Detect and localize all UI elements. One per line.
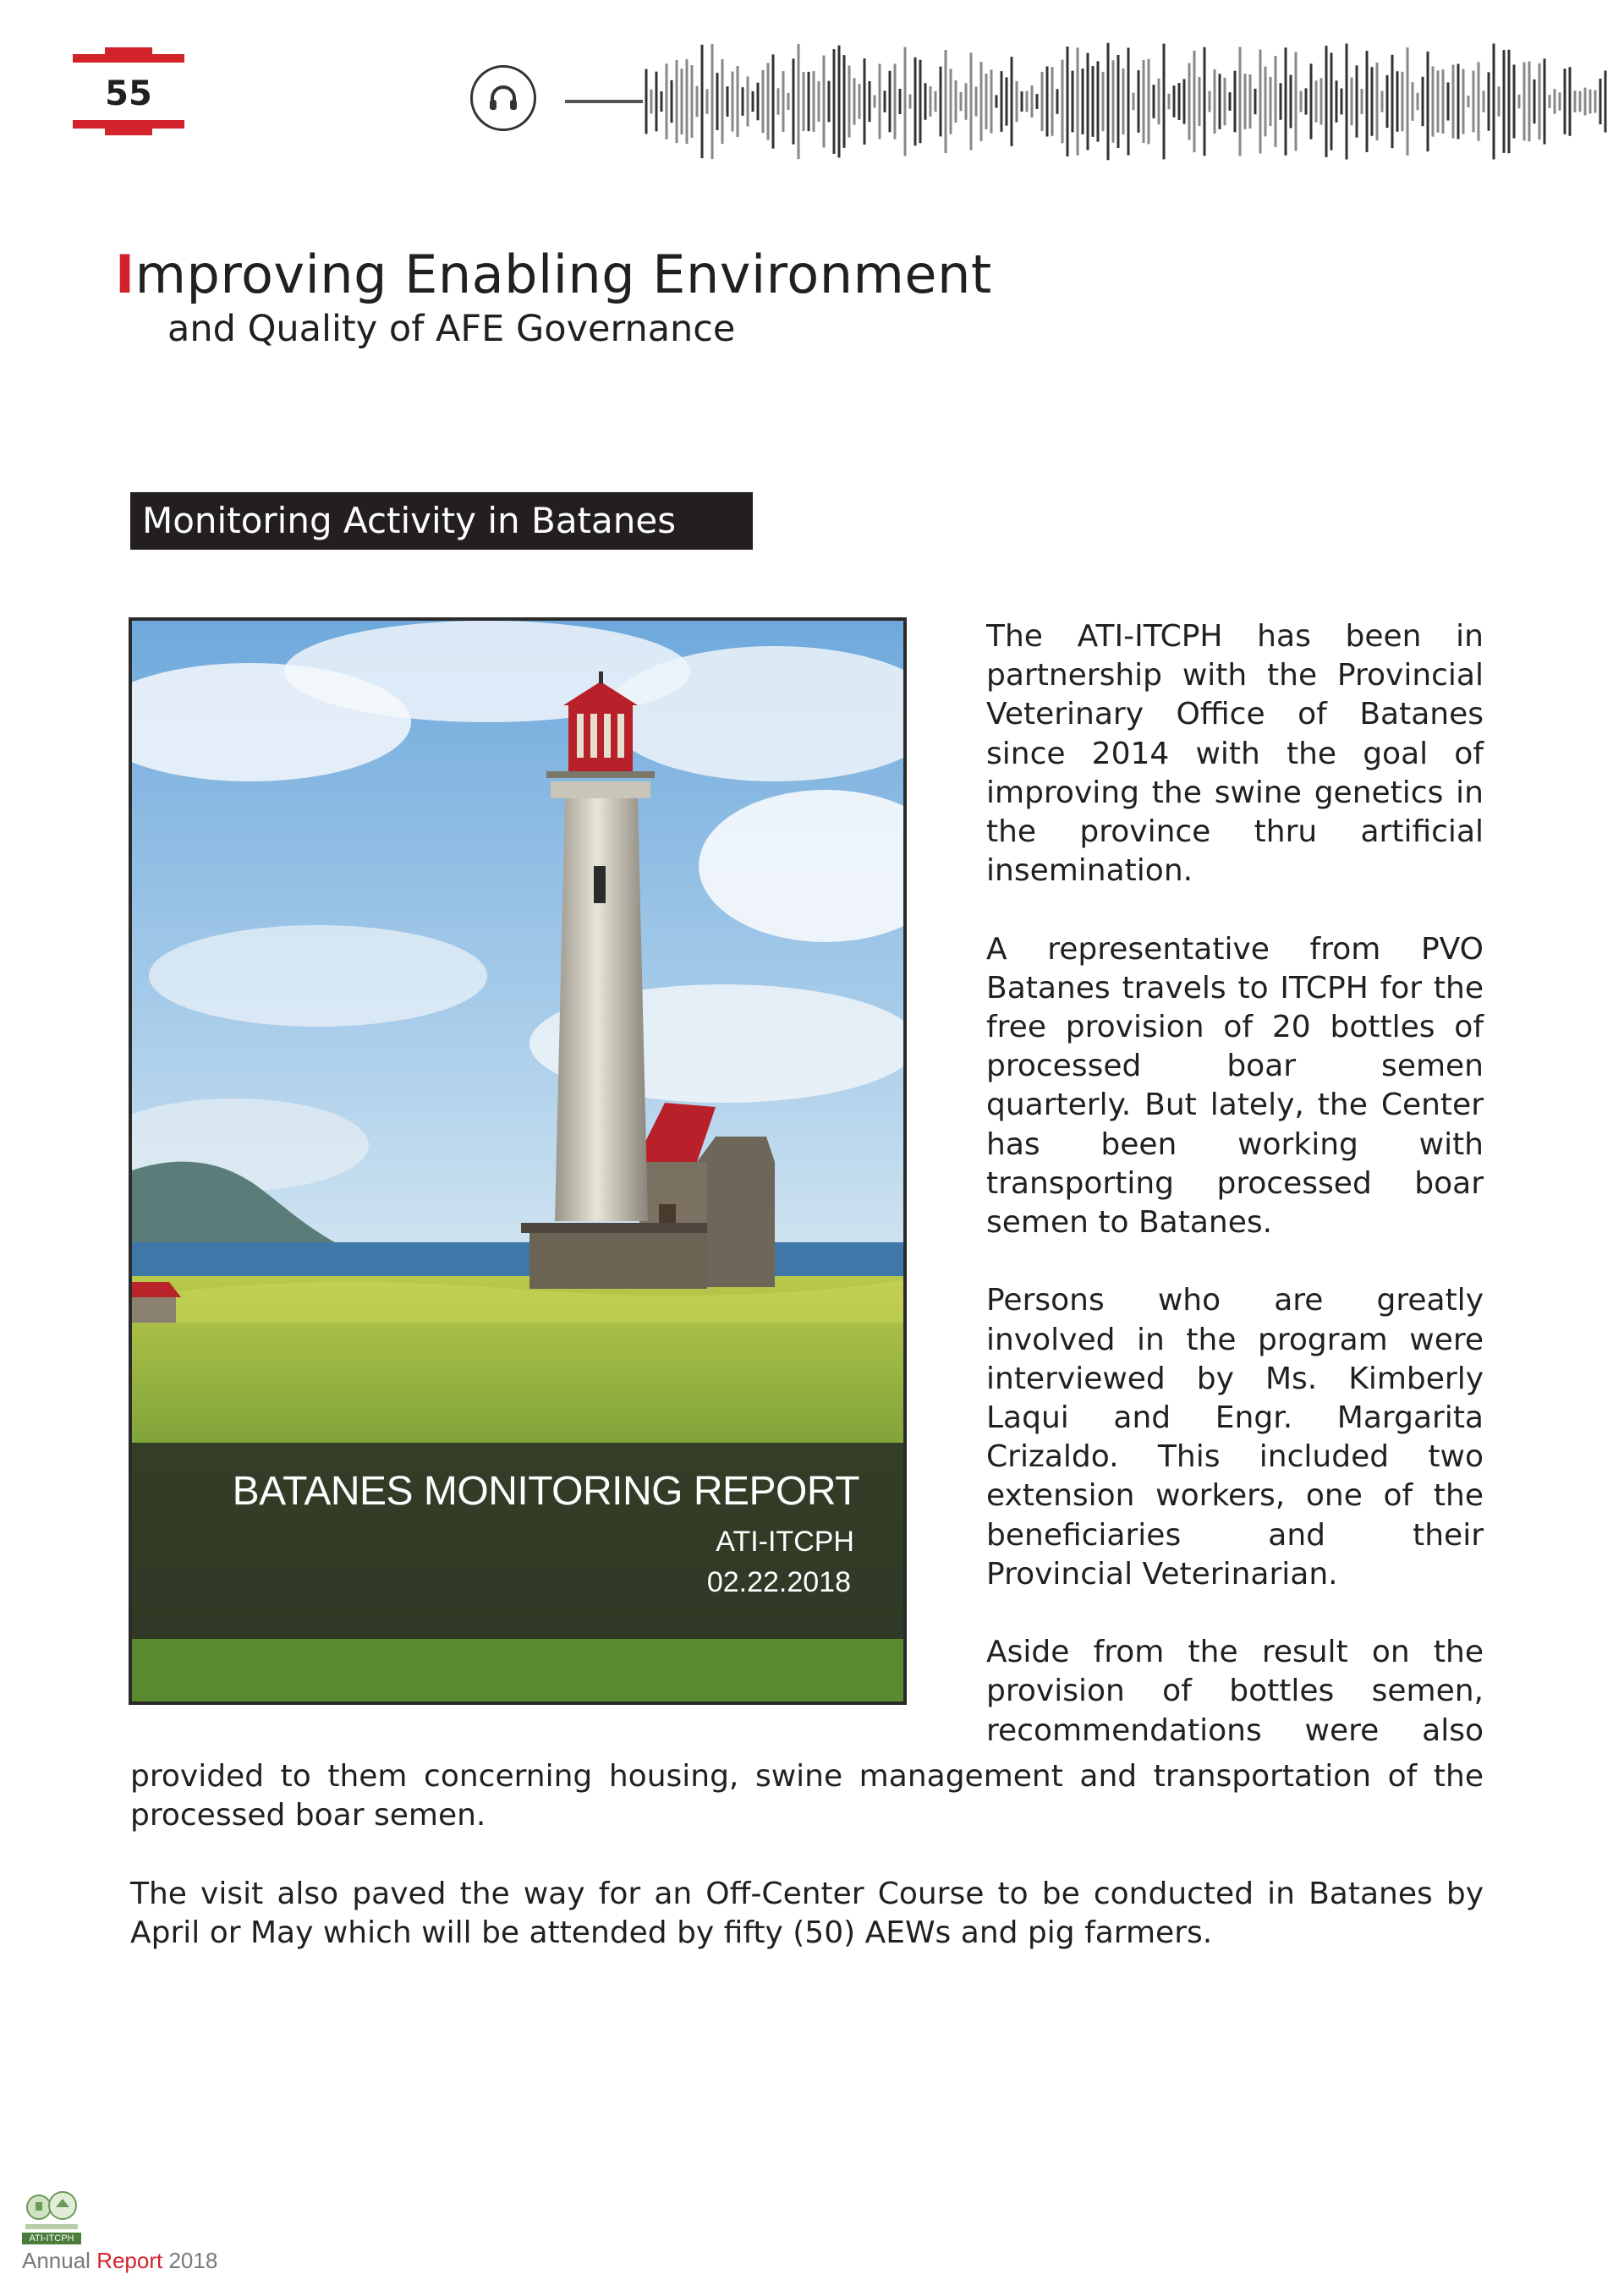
sound-waveform-icon	[558, 30, 1616, 166]
report-banner-org: ATI-ITCPH	[716, 1526, 854, 1558]
paragraph: The ATI-ITCPH has been in partnership with the Provincial Veterinary Office of Batanes since 2014 with the goal of improving the swine genetics in the province thru artificial insemination.	[986, 619, 1484, 889]
page-number: 55	[105, 74, 152, 113]
footer-annual-report	[22, 2248, 217, 2274]
footer-year: 2018	[162, 2248, 218, 2273]
page-title	[115, 244, 992, 305]
full-width-text	[130, 1757, 1484, 1992]
paragraph: provided to them concerning housing, swine management and transportation of the processed boar semen.	[130, 1759, 1484, 1833]
report-cover-photo	[129, 617, 907, 1705]
title-rest: mproving Enabling Environment	[134, 244, 992, 305]
footer-annual: Annual	[22, 2248, 97, 2273]
footer-org-tag: ATI-ITCPH	[22, 2233, 81, 2244]
footer-report: Report	[96, 2248, 163, 2273]
ati-logo-icon	[22, 2185, 81, 2233]
headphones-icon[interactable]	[470, 65, 536, 131]
page-number-stub-bottom	[105, 127, 152, 135]
right-text-column	[986, 617, 1484, 1751]
title-initial: I	[115, 244, 135, 305]
section-heading: Monitoring Activity in Batanes	[130, 492, 753, 550]
paragraph: A representative from PVO Batanes travels to ITCPH for the free provision of 20 bottles of processed boar semen quarterly. But lately, the Center has been working with transporting processed boar semen to Batanes.	[986, 931, 1484, 1241]
page-subtitle: and Quality of AFE Governance	[167, 308, 736, 350]
report-banner-date: 02.22.2018	[706, 1566, 851, 1598]
report-banner-title: BATANES MONITORING REPORT	[232, 1469, 859, 1514]
page-number-stub-top	[105, 47, 152, 56]
paragraph: The visit also paved the way for an Off-Center Course to be conducted in Batanes by April or May which will be attended by fifty (50) AEWs and pig farmers.	[130, 1876, 1484, 1950]
paragraph: Aside from the result on the provision of bottles semen, recommendations were also	[986, 1635, 1484, 1748]
paragraph: Persons who are greatly involved in the program were interviewed by Ms. Kimberly Laqui and Engr. Margarita Crizaldo. This included two extension workers, one of the beneficiaries and their Provincial Veterinarian.	[986, 1283, 1484, 1592]
